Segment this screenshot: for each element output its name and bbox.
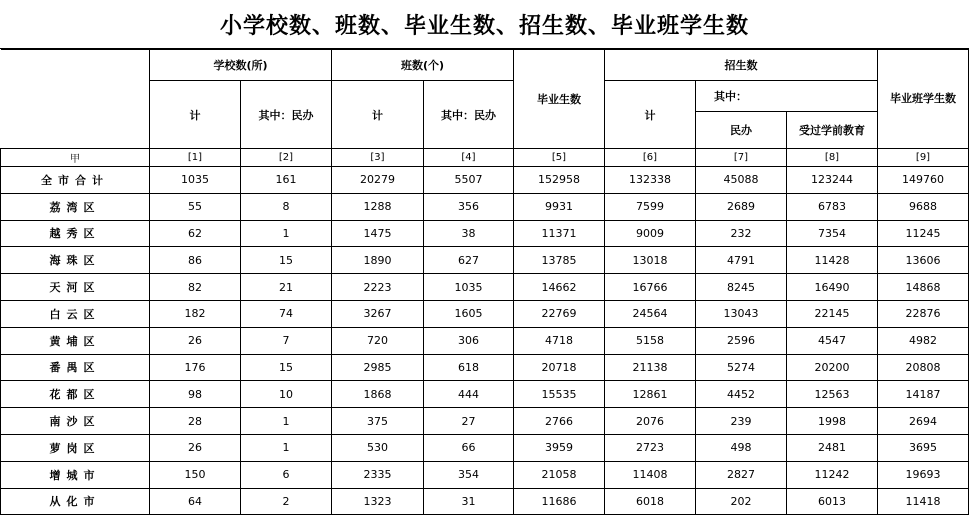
district-name: 荔湾区 xyxy=(1,193,150,220)
header-enrollment-of-which: 其中： xyxy=(696,81,878,112)
table-cell: 64 xyxy=(150,488,241,515)
table-cell: 13018 xyxy=(605,247,696,274)
table-cell: 11371 xyxy=(514,220,605,247)
table-cell: 3695 xyxy=(878,434,969,461)
table-cell: 20808 xyxy=(878,354,969,381)
district-name: 萝岗区 xyxy=(1,434,150,461)
table-cell: 14662 xyxy=(514,274,605,301)
table-cell: 16490 xyxy=(787,274,878,301)
table-cell: 2827 xyxy=(696,461,787,488)
table-row xyxy=(1,434,969,461)
table-cell: 26 xyxy=(150,434,241,461)
table-cell: 4791 xyxy=(696,247,787,274)
code-cell: [7] xyxy=(696,149,787,167)
district-name: 南沙区 xyxy=(1,408,150,435)
district-name: 越秀区 xyxy=(1,220,150,247)
table-cell: 22145 xyxy=(787,300,878,327)
table-cell: 13043 xyxy=(696,300,787,327)
code-cell: [1] xyxy=(150,149,241,167)
table-cell: 31 xyxy=(424,488,514,515)
table-cell: 2 xyxy=(241,488,332,515)
table-row xyxy=(1,381,969,408)
table-cell: 11686 xyxy=(514,488,605,515)
table-cell: 150 xyxy=(150,461,241,488)
table-cell: 161 xyxy=(241,167,332,194)
table-cell: 4718 xyxy=(514,327,605,354)
table-cell: 132338 xyxy=(605,167,696,194)
table-row xyxy=(1,300,969,327)
table-cell: 1323 xyxy=(332,488,424,515)
table-cell: 1035 xyxy=(150,167,241,194)
table-cell: 232 xyxy=(696,220,787,247)
code-cell: [6] xyxy=(605,149,696,167)
table-cell: 2223 xyxy=(332,274,424,301)
table-cell: 13785 xyxy=(514,247,605,274)
table-cell: 14868 xyxy=(878,274,969,301)
header-enrollment: 招生数 xyxy=(605,50,878,81)
table-cell: 1890 xyxy=(332,247,424,274)
table-cell: 149760 xyxy=(878,167,969,194)
table-cell: 27 xyxy=(424,408,514,435)
statistics-table xyxy=(0,49,969,515)
table-cell: 21 xyxy=(241,274,332,301)
table-cell: 1 xyxy=(241,220,332,247)
table-cell: 10 xyxy=(241,381,332,408)
district-name: 黄埔区 xyxy=(1,327,150,354)
table-cell: 38 xyxy=(424,220,514,247)
table-cell: 11245 xyxy=(878,220,969,247)
table-cell: 123244 xyxy=(787,167,878,194)
table-cell: 2481 xyxy=(787,434,878,461)
table-cell: 15 xyxy=(241,247,332,274)
header-graduates: 毕业生数 xyxy=(514,50,605,149)
table-cell: 8245 xyxy=(696,274,787,301)
table-cell: 12563 xyxy=(787,381,878,408)
header-schools-private: 其中：民办 xyxy=(241,81,332,149)
district-name: 增城市 xyxy=(1,461,150,488)
table-cell: 1288 xyxy=(332,193,424,220)
table-cell: 86 xyxy=(150,247,241,274)
table-cell: 6018 xyxy=(605,488,696,515)
table-cell: 20200 xyxy=(787,354,878,381)
table-cell: 24564 xyxy=(605,300,696,327)
table-cell: 1475 xyxy=(332,220,424,247)
table-cell: 82 xyxy=(150,274,241,301)
table-row xyxy=(1,408,969,435)
table-cell: 5507 xyxy=(424,167,514,194)
table-cell: 2694 xyxy=(878,408,969,435)
district-name: 白云区 xyxy=(1,300,150,327)
table-cell: 1605 xyxy=(424,300,514,327)
table-cell: 1035 xyxy=(424,274,514,301)
corner-cell xyxy=(1,50,150,149)
table-cell: 2985 xyxy=(332,354,424,381)
table-row-total xyxy=(1,167,969,194)
code-cell: [9] xyxy=(878,149,969,167)
table-cell: 1 xyxy=(241,408,332,435)
table-cell: 22876 xyxy=(878,300,969,327)
table-cell: 20279 xyxy=(332,167,424,194)
table-cell: 444 xyxy=(424,381,514,408)
table-cell: 627 xyxy=(424,247,514,274)
code-cell: 甲 xyxy=(1,149,150,167)
district-name: 海珠区 xyxy=(1,247,150,274)
table-cell: 1 xyxy=(241,434,332,461)
table-cell: 9009 xyxy=(605,220,696,247)
table-cell: 4452 xyxy=(696,381,787,408)
table-cell: 7354 xyxy=(787,220,878,247)
table-cell: 306 xyxy=(424,327,514,354)
table-cell: 720 xyxy=(332,327,424,354)
table-cell: 2766 xyxy=(514,408,605,435)
table-cell: 11418 xyxy=(878,488,969,515)
table-row xyxy=(1,354,969,381)
district-name: 从化市 xyxy=(1,488,150,515)
table-cell: 6783 xyxy=(787,193,878,220)
data-rows xyxy=(1,167,969,515)
table-cell: 2596 xyxy=(696,327,787,354)
table-cell: 7 xyxy=(241,327,332,354)
header-classes-total: 计 xyxy=(332,81,424,149)
table-cell: 21138 xyxy=(605,354,696,381)
table-cell: 22769 xyxy=(514,300,605,327)
table-cell: 28 xyxy=(150,408,241,435)
table-cell: 176 xyxy=(150,354,241,381)
table-cell: 66 xyxy=(424,434,514,461)
table-cell: 2723 xyxy=(605,434,696,461)
table-cell: 530 xyxy=(332,434,424,461)
table-cell: 6 xyxy=(241,461,332,488)
table-cell: 2335 xyxy=(332,461,424,488)
code-cell: [5] xyxy=(514,149,605,167)
table-cell: 9931 xyxy=(514,193,605,220)
table-cell: 62 xyxy=(150,220,241,247)
table-row xyxy=(1,274,969,301)
table-cell: 5158 xyxy=(605,327,696,354)
table-row xyxy=(1,247,969,274)
header-schools: 学校数(所) xyxy=(150,50,332,81)
table-row xyxy=(1,327,969,354)
table-row xyxy=(1,461,969,488)
header-grad-class-students: 毕业班学生数 xyxy=(878,50,969,149)
table-cell: 2689 xyxy=(696,193,787,220)
header-classes: 班数(个) xyxy=(332,50,514,81)
table-cell: 98 xyxy=(150,381,241,408)
table-cell: 239 xyxy=(696,408,787,435)
table-cell: 74 xyxy=(241,300,332,327)
header-enrollment-total: 计 xyxy=(605,81,696,149)
table-cell: 6013 xyxy=(787,488,878,515)
table-cell: 20718 xyxy=(514,354,605,381)
table-cell: 375 xyxy=(332,408,424,435)
table-row xyxy=(1,488,969,515)
table-cell: 182 xyxy=(150,300,241,327)
table-cell: 26 xyxy=(150,327,241,354)
table-cell: 19693 xyxy=(878,461,969,488)
district-name: 番禺区 xyxy=(1,354,150,381)
code-cell: [3] xyxy=(332,149,424,167)
page-title: 小学校数、班数、毕业生数、招生数、毕业班学生数 xyxy=(0,0,969,49)
table-cell: 16766 xyxy=(605,274,696,301)
table-cell: 354 xyxy=(424,461,514,488)
header-classes-private: 其中：民办 xyxy=(424,81,514,149)
table-row xyxy=(1,193,969,220)
table-cell: 618 xyxy=(424,354,514,381)
table-cell: 55 xyxy=(150,193,241,220)
district-name: 天河区 xyxy=(1,274,150,301)
table-cell: 15 xyxy=(241,354,332,381)
table-cell: 12861 xyxy=(605,381,696,408)
table-cell: 356 xyxy=(424,193,514,220)
table-row xyxy=(1,220,969,247)
code-cell: [8] xyxy=(787,149,878,167)
code-cell: [4] xyxy=(424,149,514,167)
table-cell: 152958 xyxy=(514,167,605,194)
table-cell: 14187 xyxy=(878,381,969,408)
table-cell: 498 xyxy=(696,434,787,461)
table-cell: 4547 xyxy=(787,327,878,354)
code-cell: [2] xyxy=(241,149,332,167)
table-cell: 7599 xyxy=(605,193,696,220)
header-schools-total: 计 xyxy=(150,81,241,149)
table-cell: 11408 xyxy=(605,461,696,488)
table-cell: 1998 xyxy=(787,408,878,435)
table-cell: 4982 xyxy=(878,327,969,354)
table-cell: 8 xyxy=(241,193,332,220)
table-cell: 5274 xyxy=(696,354,787,381)
table-cell: 9688 xyxy=(878,193,969,220)
table-cell: 15535 xyxy=(514,381,605,408)
district-name: 花都区 xyxy=(1,381,150,408)
district-name: 全市合计 xyxy=(1,167,150,194)
table-cell: 11242 xyxy=(787,461,878,488)
table-cell: 3959 xyxy=(514,434,605,461)
header-enrollment-private: 民办 xyxy=(696,112,787,149)
table-cell: 13606 xyxy=(878,247,969,274)
header-enrollment-preschool: 受过学前教育 xyxy=(787,112,878,149)
table-cell: 45088 xyxy=(696,167,787,194)
table-cell: 2076 xyxy=(605,408,696,435)
table-cell: 11428 xyxy=(787,247,878,274)
table-cell: 202 xyxy=(696,488,787,515)
table-cell: 3267 xyxy=(332,300,424,327)
table-cell: 1868 xyxy=(332,381,424,408)
table-cell: 21058 xyxy=(514,461,605,488)
